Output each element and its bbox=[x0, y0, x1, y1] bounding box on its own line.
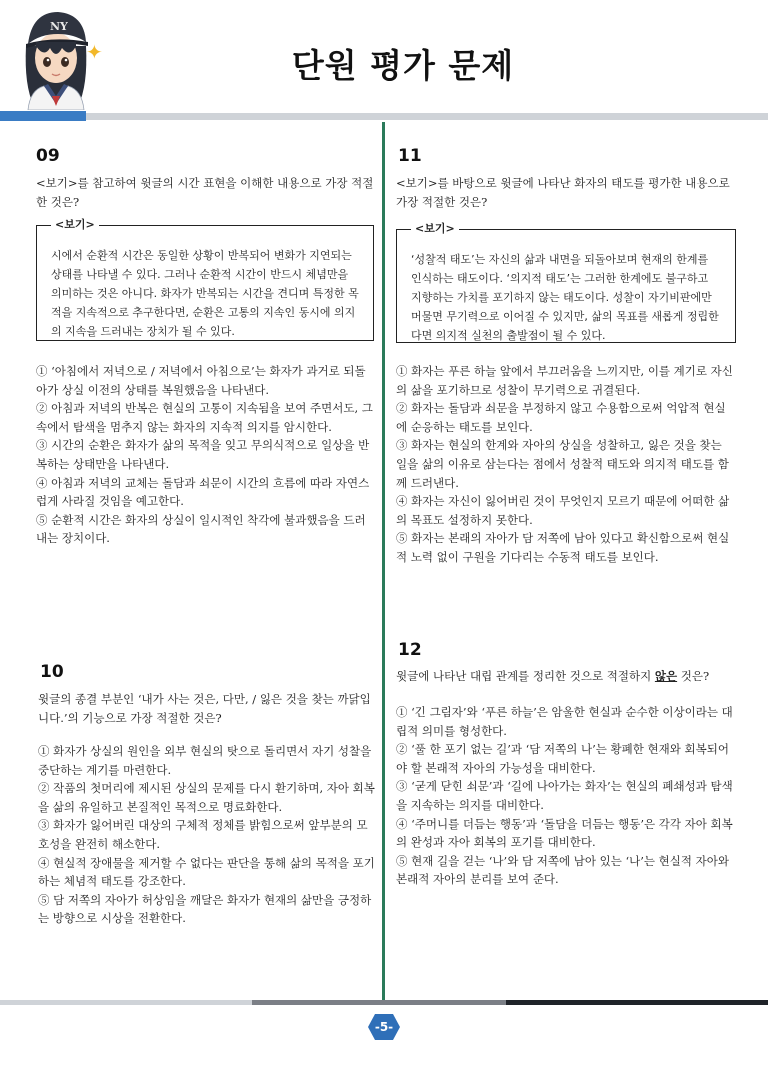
choice-1[interactable]: ① 화자는 푸른 하늘 앞에서 부끄러움을 느끼지만, 이를 계기로 자신의 삶을 포기하므로 성찰이 무기력으로 귀결된다. bbox=[396, 364, 733, 397]
choice-list bbox=[396, 703, 736, 889]
choice-3[interactable]: ③ 화자는 현실의 한계와 자아의 상실을 성찰하고, 잃은 것을 찾는 일을 삶의 이유로 삼는다는 점에서 성찰적 태도와 의지적 태도를 함께 드러낸다. bbox=[396, 438, 729, 490]
choice-2[interactable]: ② 작품의 첫머리에 제시된 상실의 문제를 다시 환기하며, 자아 회복을 삶의 유일하고 본질적인 목적으로 명료화한다. bbox=[38, 781, 375, 814]
choice-3[interactable]: ③ 화자가 잃어버린 대상의 구체적 정체를 밝힘으로써 앞부분의 모호성을 완전히 해소한다. bbox=[38, 818, 368, 851]
choice-2[interactable]: ② 화자는 돌담과 쇠문을 부정하지 않고 수용함으로써 억압적 현실에 순응하는 태도를 보인다. bbox=[396, 401, 726, 434]
cap-logo: NY bbox=[50, 20, 68, 33]
choice-2[interactable]: ② ‘풀 한 포기 없는 길’과 ‘담 저쪽의 나’는 황폐한 현재와 회복되어야 할 본래적 자아의 가능성을 대비한다. bbox=[396, 742, 729, 775]
question-stem: <보기>를 바탕으로 윗글에 나타난 화자의 태도를 평가한 내용으로 가장 적절한 것은? bbox=[396, 176, 730, 209]
page-number: -5- bbox=[374, 1020, 394, 1034]
reference-box bbox=[396, 222, 736, 343]
choice-4[interactable]: ④ 아침과 저녁의 교체는 돌담과 쇠문이 시간의 흐름에 따라 자연스럽게 사라질 것임을 예고한다. bbox=[36, 475, 370, 509]
reference-box bbox=[36, 218, 374, 341]
choice-4[interactable]: ④ 화자는 자신이 잃어버린 것이 무엇인지 모르기 때문에 어떠한 삶의 목표도 설정하지 못한다. bbox=[396, 494, 730, 527]
header-rule bbox=[86, 113, 768, 120]
choice-4[interactable]: ④ ‘주머니를 더듬는 행동’과 ‘돌담을 더듬는 행동’은 각각 자아 회복의 완성과 자아 회복의 포기를 대비한다. bbox=[396, 816, 733, 850]
choice-1[interactable]: ① 화자가 상실의 원인을 외부 현실의 탓으로 돌리면서 자기 성찰을 중단하는 계기를 마련한다. bbox=[38, 744, 372, 777]
question-number: 09 bbox=[36, 146, 60, 166]
sparkle-icon: ✦ bbox=[86, 40, 103, 64]
choice-1[interactable]: ① ‘긴 그림자’와 ‘푸른 하늘’은 암울한 현실과 순수한 이상이라는 대립적 의미를 형성한다. bbox=[396, 705, 733, 738]
question-number: 12 bbox=[398, 640, 422, 660]
stem-emphasis: 않은 bbox=[654, 669, 678, 683]
reference-box-label: <보기> bbox=[411, 221, 459, 237]
choice-5[interactable]: ⑤ 화자는 본래의 자아가 담 저쪽에 남아 있다고 확신함으로써 현실적 노력 없이 구원을 기다리는 수동적 태도를 보인다. bbox=[396, 531, 730, 564]
header-accent-bar bbox=[0, 111, 86, 121]
question-number: 11 bbox=[398, 146, 422, 166]
question-stem: 윗글의 종결 부분인 ‘내가 사는 것은, 다만, / 잃은 것을 찾는 까닭입니다.’의 기능으로 가장 적절한 것은? bbox=[38, 692, 371, 725]
question-number: 10 bbox=[40, 662, 64, 682]
reference-box-text: 시에서 순환적 시간은 동일한 상황이 반복되어 변화가 지연되는 상태를 나타낼 수 있다. 그러나 순환적 시간이 반드시 체념만을 의미하는 것은 아니다. 화자가 반복되는 시간을 견디며 특정한 목적을 지속적으로 추구한다면, 순환은 고통의 지속인 동시에 의지의 지속을 드러내는 장치가 될 수 있다. bbox=[51, 249, 359, 338]
choice-3[interactable]: ③ 시간의 순환은 화자가 삶의 목적을 잊고 무의식적으로 일상을 반복하는 상태만을 나타낸다. bbox=[36, 438, 370, 471]
stem-text: 윗글에 나타난 대립 관계를 정리한 것으로 적절하지 bbox=[396, 669, 655, 683]
choice-3[interactable]: ③ ‘굳게 닫힌 쇠문’과 ‘길에 나아가는 화자’는 현실의 폐쇄성과 탐색을 지속하는 의지를 대비한다. bbox=[396, 779, 733, 812]
page-title: 단원 평가 문제 bbox=[291, 46, 515, 85]
choice-list bbox=[36, 362, 374, 548]
column-divider bbox=[382, 122, 385, 1002]
choice-5[interactable]: ⑤ 순환적 시간은 화자의 상실이 일시적인 착각에 불과했음을 드러내는 장치이다. bbox=[36, 512, 366, 546]
choice-5[interactable]: ⑤ 현재 길을 걷는 ‘나’와 담 저쪽에 남아 있는 ‘나’는 현실적 자아와 본래적 자아의 분리를 보여 준다. bbox=[396, 853, 729, 887]
footer-rule-mid bbox=[252, 1000, 506, 1005]
footer-rule-left bbox=[0, 1000, 252, 1005]
question-stem: <보기>를 참고하여 윗글의 시간 표현을 이해한 내용으로 가장 적절한 것은? bbox=[36, 176, 374, 209]
question-stem bbox=[396, 667, 736, 686]
choice-list bbox=[396, 362, 736, 567]
choice-4[interactable]: ④ 현실적 장애물을 제거할 수 없다는 판단을 통해 삶의 목적을 포기하는 체념적 태도를 강조한다. bbox=[38, 855, 375, 889]
reference-box-label: <보기> bbox=[51, 217, 99, 233]
choice-5[interactable]: ⑤ 담 저쪽의 자아가 허상임을 깨달은 화자가 현재의 삶만을 긍정하는 방향으로 시상을 전환한다. bbox=[38, 892, 372, 926]
choice-2[interactable]: ② 아침과 저녁의 반복은 현실의 고통이 지속됨을 보여 주면서도, 그 속에서 탐색을 멈추지 않는 화자의 지속적 의지를 암시한다. bbox=[36, 401, 373, 434]
choice-list bbox=[38, 742, 376, 928]
choice-1[interactable]: ① ‘아침에서 저녁으로 / 저녁에서 아침으로’는 화자가 과거로 되돌아가 상실 이전의 상태를 복원했음을 나타낸다. bbox=[36, 364, 366, 397]
footer-rule-right bbox=[506, 1000, 768, 1005]
stem-text-end: 것은? bbox=[677, 669, 710, 683]
reference-box-text: ‘성찰적 태도’는 자신의 삶과 내면을 되돌아보며 현재의 한계를 인식하는 태도이다. ‘의지적 태도’는 그러한 한계에도 불구하고 지향하는 가치를 포기하지 않는 태도이다. 성찰이 자기비판에만 머물면 무기력으로 이어질 수 있지만, 삶의 목표를 새롭게 정립한다면 의지적 실천의 출발점이 될 수 있다. bbox=[411, 253, 719, 342]
